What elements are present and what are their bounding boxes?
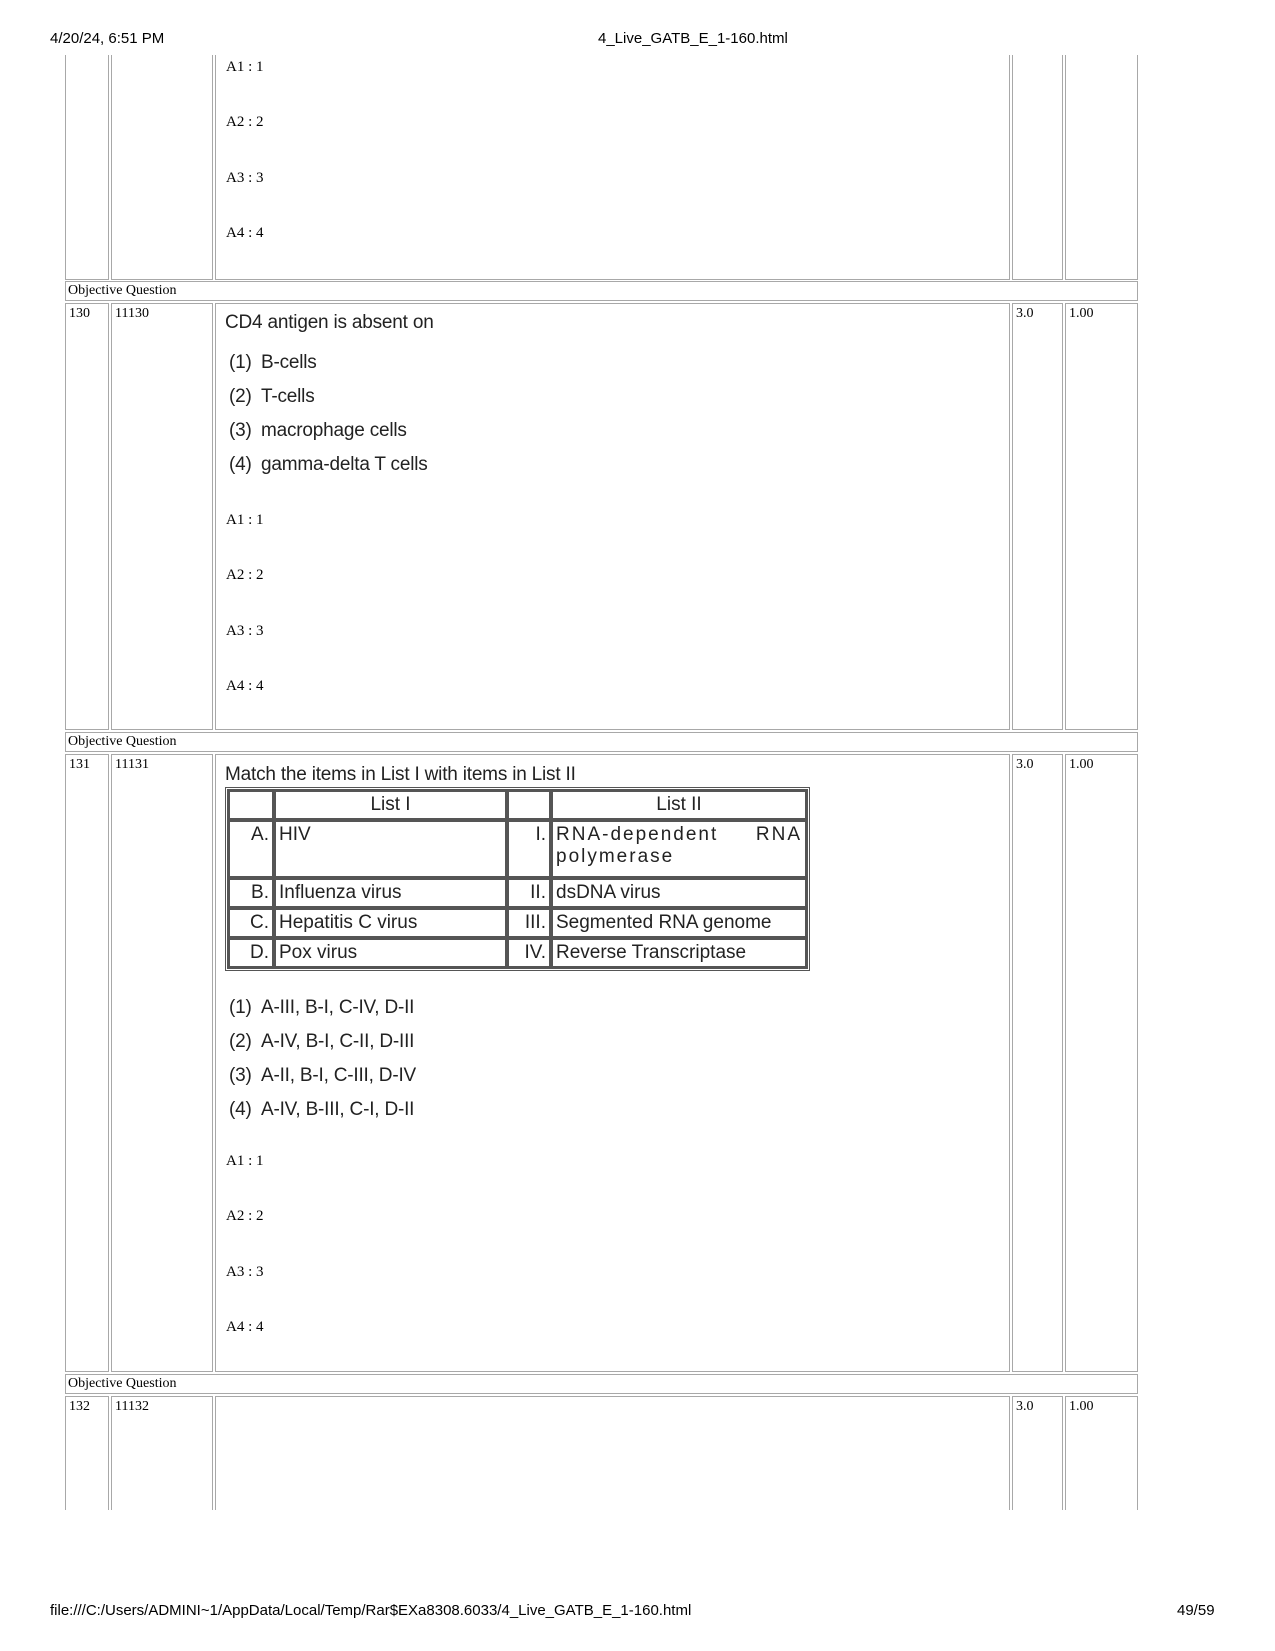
match-row-item: Influenza virus (274, 878, 507, 908)
match-item-part: polymerase (556, 846, 675, 867)
marks-cell (1012, 55, 1063, 280)
sno-cell (65, 55, 109, 280)
question-body (215, 1396, 1010, 1510)
question-number: 130 (65, 303, 109, 730)
match-row-label: I. (507, 820, 551, 878)
match-item-part: RNA (755, 824, 802, 845)
answer-option: A4 : 4 (226, 1319, 264, 1335)
question-body (215, 754, 1010, 1372)
negative-marks-value: 1.00 (1065, 1396, 1138, 1510)
choice-item: (3) macrophage cells (229, 420, 407, 441)
match-table-header-blank (228, 790, 274, 820)
answer-option: A3 : 3 (226, 170, 264, 186)
question-id: 11132 (111, 1396, 213, 1510)
negative-cell (1065, 55, 1138, 280)
answer-option: A4 : 4 (226, 678, 264, 694)
match-table-header-blank (507, 790, 551, 820)
match-table (225, 787, 810, 971)
match-row-label: A. (228, 820, 274, 878)
answer-option: A4 : 4 (226, 225, 264, 241)
match-row-item: dsDNA virus (551, 878, 807, 908)
marks-value: 3.0 (1012, 1396, 1063, 1510)
match-row-label: III. (507, 908, 551, 938)
choice-item: (4) A-IV, B-III, C-I, D-II (229, 1099, 415, 1120)
print-title: 4_Live_GATB_E_1-160.html (598, 30, 788, 47)
answer-option: A3 : 3 (226, 1264, 264, 1280)
marks-value: 3.0 (1012, 303, 1063, 730)
match-row-label: II. (507, 878, 551, 908)
match-row-item: Reverse Transcriptase (551, 938, 807, 968)
match-row-item: Hepatitis C virus (274, 908, 507, 938)
answer-option: A3 : 3 (226, 623, 264, 639)
question-text: Match the items in List I with items in List II (225, 764, 576, 785)
choice-item: (2) T-cells (229, 386, 315, 407)
answer-option: A2 : 2 (226, 1208, 264, 1224)
qid-cell (111, 55, 213, 280)
question-text: CD4 antigen is absent on (225, 312, 434, 333)
match-row-label: C. (228, 908, 274, 938)
question-number: 131 (65, 754, 109, 1372)
match-row-label: IV. (507, 938, 551, 968)
match-row-label: D. (228, 938, 274, 968)
print-datetime: 4/20/24, 6:51 PM (50, 30, 165, 47)
page-number: 49/59 (1177, 1602, 1215, 1619)
question-type-bar: Objective Question (65, 732, 1138, 752)
choice-item: (1) B-cells (229, 352, 317, 373)
answer-option: A2 : 2 (226, 114, 264, 130)
answer-option: A2 : 2 (226, 567, 264, 583)
question-id: 11131 (111, 754, 213, 1372)
match-row-item (551, 820, 807, 878)
match-row-item: Segmented RNA genome (551, 908, 807, 938)
question-body (215, 303, 1010, 730)
print-url: file:///C:/Users/ADMINI~1/AppData/Local/Temp/Rar$EXa8308.6033/4_Live_GATB_E_1-160.html (50, 1602, 692, 1619)
answer-option: A1 : 1 (226, 1153, 264, 1169)
choice-item: (2) A-IV, B-I, C-II, D-III (229, 1031, 415, 1052)
match-row-item: HIV (274, 820, 507, 878)
negative-marks-value: 1.00 (1065, 303, 1138, 730)
question-type-bar: Objective Question (65, 281, 1138, 301)
match-table-header-list2: List II (551, 790, 807, 820)
marks-value: 3.0 (1012, 754, 1063, 1372)
choice-item: (3) A-II, B-I, C-III, D-IV (229, 1065, 416, 1086)
question-type-bar: Objective Question (65, 1374, 1138, 1394)
choice-item: (1) A-III, B-I, C-IV, D-II (229, 997, 415, 1018)
question-number: 132 (65, 1396, 109, 1510)
choice-item: (4) gamma-delta T cells (229, 454, 428, 475)
answer-option: A1 : 1 (226, 512, 264, 528)
match-table-header-list1: List I (274, 790, 507, 820)
match-row-item: Pox virus (274, 938, 507, 968)
question-id: 11130 (111, 303, 213, 730)
match-item-part: RNA-dependent (556, 824, 719, 845)
answer-option: A1 : 1 (226, 59, 264, 75)
negative-marks-value: 1.00 (1065, 754, 1138, 1372)
question-cell (215, 55, 1010, 280)
match-row-label: B. (228, 878, 274, 908)
